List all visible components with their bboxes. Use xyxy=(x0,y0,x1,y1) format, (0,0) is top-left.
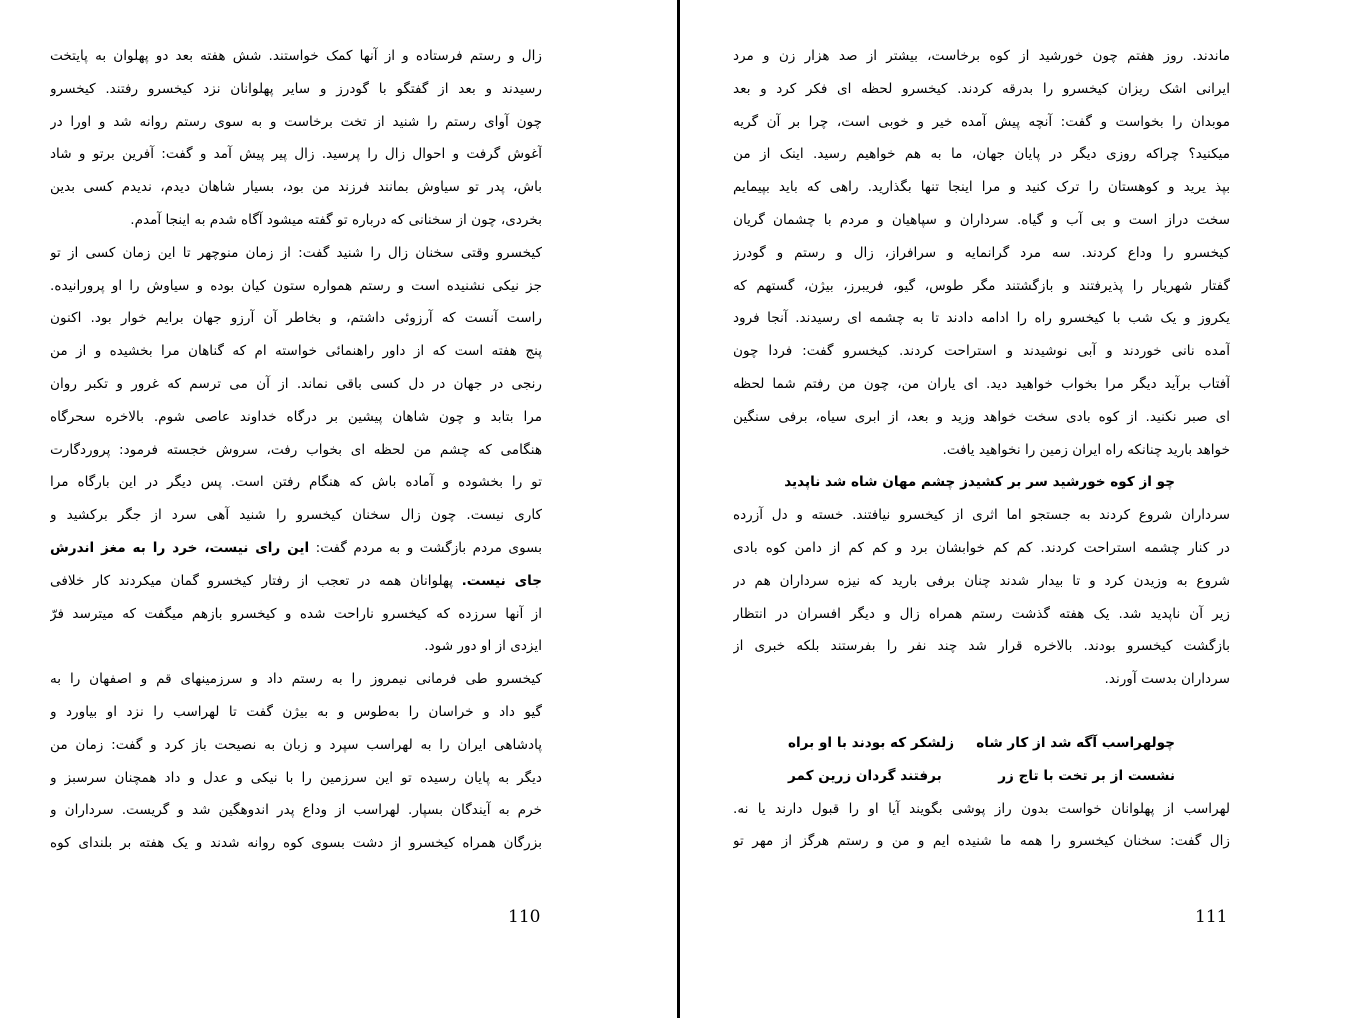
page-number: 110 xyxy=(508,907,541,927)
verse-hemistich: برفتند گردان زرین کمر xyxy=(788,767,942,784)
text-fragment: پهلوانان همه در تعجب از رفتار کیخسرو گمان میکردند کار خلافی xyxy=(50,572,454,589)
page-divider xyxy=(677,0,680,1018)
text-fragment: بسوی مردم بازگشت و به مردم گفت: xyxy=(315,539,542,556)
text-line: خرم به آیندگان بسپار. لهراسب از وداع پدر اندوهگین شد و گریست. سرداران و xyxy=(50,802,542,819)
quote-bold: جای نیست. xyxy=(461,572,542,589)
text-line: رنجی در جهان در دل کسی باقی نماند. از آن می ترسم که غرور و تکبر روان xyxy=(50,375,542,392)
verse-hemistich: چولهراسب آگه شد از کار شاه xyxy=(976,734,1175,751)
text-line: خواهد بارید چنانکه راه ایران زمین را نخواهید یافت. xyxy=(942,441,1230,458)
verse-couplet xyxy=(733,727,1230,760)
verse-couplet xyxy=(733,466,1230,499)
verse-hemistich: نشست از بر تخت با تاج زر xyxy=(998,767,1175,784)
text-line: ماندند. روز هفتم چون خورشید از کوه برخاست، بیشتر از صد هزار زن و مرد xyxy=(733,48,1230,64)
verse-hemistich: چو از کوه خورشید سر بر کشید xyxy=(967,474,1175,491)
text-line xyxy=(50,532,542,565)
text-line: سرداران بدست آورند. xyxy=(1104,671,1230,688)
text-line: سرداران شروع کردند به جستجو اما اثری از کیخسرو نیافتند. خسته و دل آزرده xyxy=(733,507,1230,524)
text-line: زال گفت: سخنان کیخسرو را همه ما شنیده ایم و من و رستم هرگز از مهر تو xyxy=(733,833,1230,850)
text-line: بپذ یرید و کوهستان را ترک کنید و مرا اینجا تنها بگذارید. راهی که باید بپیمایم xyxy=(733,179,1230,196)
text-line: کیخسرو طی فرمانی نیمروز را به رستم داد و سرزمینهای قم و اصفهان را به xyxy=(50,671,542,688)
text-line: جز نیکی نشنیده است و رستم همواره ستون کیان بوده و سیاوش را او پرورانیده. xyxy=(50,277,542,294)
text-line: از آنها سرزده که کیخسرو ناراحت شده و کیخسرو بازهم میگفت که میترسد فرّ xyxy=(50,605,542,622)
text-line: موبدان را بخواست و گفت: آنچه پیش آمده خیر و خوبی است، چرا بر آن گریه xyxy=(733,113,1230,130)
text-line: زیر آن ناپدید شد. یک هفته گذشت رستم همراه زال و دیگر افسران در انتظار xyxy=(733,605,1230,622)
text-line: ای صبر نکنید. از کوه بادی سخت خواهد وزید و بعد، از ابری سیاه، برفی سنگین xyxy=(733,408,1230,425)
text-line: بخردی، چون از سخنانی که درباره تو گفته میشود آگاه شدم به اینجا آمدم. xyxy=(130,211,542,228)
text-line: مرا بتابد و چون شاهان پیشین بر درگاه خداوند عاصی شوم. بالاخره سحرگاه xyxy=(50,408,542,425)
text-line: باش، پدر تو سیاوش بمانند فرزند من بود، بسیار شاهان دیدم، ندیدم کسی بدین xyxy=(50,179,542,196)
text-line: راست آنست که آرزوئی داشتم، و بخاطر آن آرزو جهان برایم خوار بود. اکنون xyxy=(50,310,542,327)
text-line: گفتار شهریار را پذیرفتند و بازگشتند مگر طوس، گیو، فریبرز، بیژن، گستهم که xyxy=(733,277,1230,294)
text-line: پادشاهی ایران را به لهراسب سپرد و زبان به نصیحت باز کرد و گفت: زمان من xyxy=(50,736,542,753)
text-line: یکروز و یک شب با کیخسرو راه را ادامه دادند تا به چشمه ای رسیدند. آنجا فرود xyxy=(733,310,1230,327)
page-111 xyxy=(733,40,1230,858)
text-line: شروع به وزیدن کرد و تا بیدار شدند چنان برفی بارید که نیزه سرداران هم در xyxy=(733,572,1230,589)
text-line: آغوش گرفت و احوال زال را پرسید. زال پیر پیش آمد و گفت: آفرین برتو و شاد xyxy=(50,146,542,163)
blank-line xyxy=(733,696,1230,727)
verse-hemistich: زلشکر که بودند با او براه xyxy=(788,734,955,751)
text-line: در کنار چشمه استراحت کردند. کم کم خوابشان برد و کم کم از دامن کوه بادی xyxy=(733,539,1230,556)
text-line: بازگشت کیخسرو بودند. بالاخره قرار شد چند نفر را بفرستند بلکه خبری از xyxy=(733,638,1230,655)
text-line: کاری نیست. چون زال سخنان کیخسرو را شنید آهی سرد از جگر برکشید و xyxy=(50,507,542,524)
text-line: لهراسب از پهلوانان خواست بدون راز پوشی بگویند آیا او را قبول دارند یا نه. xyxy=(733,800,1230,817)
text-line: بزرگان همراه کیخسرو از دشت بسوی کوه روانه شدند و یک هفته بر بلندای کوه xyxy=(50,835,542,852)
text-line: گیو داد و خراسان را به‌طوس و به بیژن گفت تا لهراسب را نزد او بیاورد و xyxy=(50,703,542,720)
page-110 xyxy=(50,40,542,860)
text-line: تو را بخشوده و آماده باش که هنگام رفتن است. پس دیگر در این بارگاه مرا xyxy=(50,474,542,491)
text-line: آفتاب برآید دیگر مرا بخواب خواهید دید. ای یاران من، چون من رفتم شما لحظه xyxy=(733,375,1230,392)
text-line: زال و رستم فرستاده و از آنها کمک خواستند. شش هفته بعد دو پهلوان به پایتخت xyxy=(50,48,542,64)
quote-bold: این رای نیست، خرد را به مغز اندرش xyxy=(50,539,310,556)
text-line: کیخسرو را وداع کردند. سه مرد گرانمایه و سرافراز، زال و رستم و گودرز xyxy=(733,244,1230,261)
text-line: ایرانی اشک ریزان کیخسرو را بدرقه کردند. کیخسرو لحظه ای فکر کرد و بعد xyxy=(733,80,1230,97)
verse-hemistich: ز چشم مهان شاه شد ناپدید xyxy=(784,474,968,491)
text-line: پنج هفته است که از داور راهنمائی خواسته ام که گناهان مرا بخشیده و از من xyxy=(50,343,542,360)
text-line: چون آوای رستم را شنید از تخت برخاست و به سوی رستم روانه شد و اورا در xyxy=(50,113,542,130)
text-line: دیگر به پایان رسیده تو این سرزمین را با نیکی و عدل و داد همچنان سرسبز و xyxy=(50,769,542,786)
text-line: هنگامی که چشم من لحظه ای بخواب رفت، سروش خجسته فرمود: پروردگارت xyxy=(50,441,542,458)
text-line: ایزدی از او دور شود. xyxy=(424,638,542,655)
page-number: 111 xyxy=(1195,907,1228,927)
text-line xyxy=(50,565,542,598)
text-line: میکنید؟ چراکه روزی دیگر در پایان جهان، ما به هم خواهیم رسید. اینک از من xyxy=(733,146,1230,163)
text-line: سخت دراز است و بی آب و گیاه. سرداران و سپاهیان و مردم با چشمان گریان xyxy=(733,211,1230,228)
text-line: آمده نانی خوردند و آبی نوشیدند و استراحت کردند. کیخسرو گفت: فردا چون xyxy=(733,343,1230,360)
text-line: کیخسرو وقتی سخنان زال را شنید گفت: از زمان منوچهر تا این زمان کسی از تو xyxy=(50,244,542,261)
verse-couplet xyxy=(733,760,1230,793)
text-line: رسیدند و بعد از گفتگو با گودرز و سایر پهلوانان نزد کیخسرو رفتند. کیخسرو xyxy=(50,80,542,97)
